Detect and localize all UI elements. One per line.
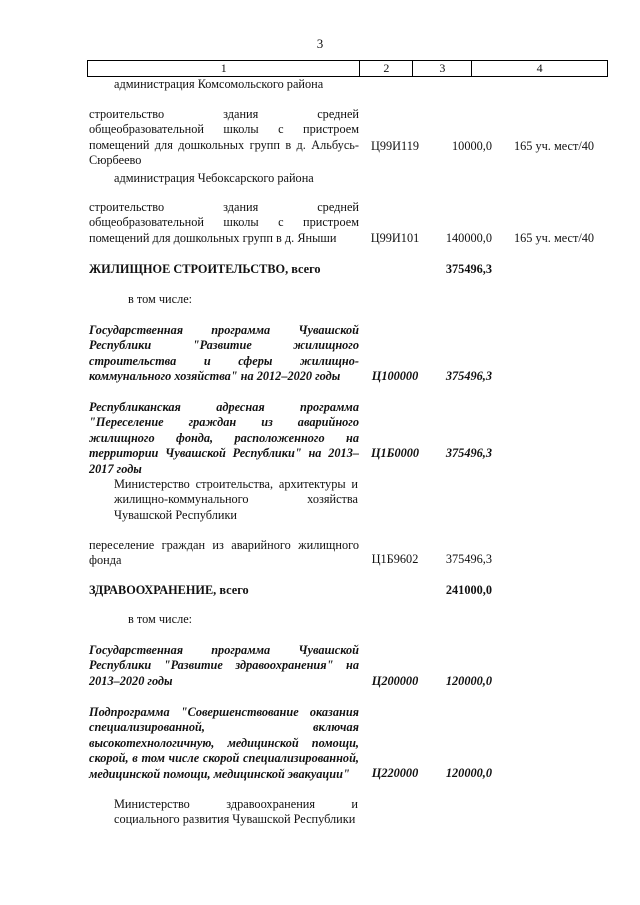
program-code: Ц100000 <box>371 369 419 383</box>
program-amount: 375496,3 <box>445 369 492 383</box>
program-code: Ц1Б0000 <box>370 446 420 460</box>
program-title: Государственная программа Чувашской Республики "Развитие здравоохранения" на 2013–2020 годы <box>89 643 359 688</box>
program-title: Республиканская адресная программа "Переселение граждан из аварийного жилищного фонда, расположенного на территории Чувашской Республики" на 2013–2017 годы <box>89 400 359 476</box>
item-code: Ц99И101 <box>370 231 420 245</box>
organization-label: Министерство строительства, архитектуры и жилищно-коммунального хозяйства Чувашской Республики <box>114 477 358 522</box>
program-title: Государственная программа Чувашской Республики "Развитие жилищного строительства и сферы жилищно-коммунального хозяйства" на 2012–2020 годы <box>89 323 359 384</box>
organization-label: администрация Чебоксарского района <box>114 171 314 185</box>
program-amount: 375496,3 <box>445 446 492 460</box>
column-header-4: 4 <box>536 61 543 75</box>
section-total: 241000,0 <box>445 583 492 597</box>
column-header-3: 3 <box>413 61 472 76</box>
subprogram-title: Подпрограмма "Совершенствование оказания специализированной, включая высокотехнологичную, медицинской помощи, скорой, в том числе скорой специализированной, медицинской помощи, медицинской эвакуации" <box>89 705 359 781</box>
item-description: строительство здания средней общеобразовательной школы с пристроем помещений для дошкольных групп в д. Яныши <box>89 200 359 245</box>
including-label: в том числе: <box>128 292 193 306</box>
including-label: в том числе: <box>128 612 193 626</box>
item-capacity: 165 уч. мест/40 <box>513 231 595 245</box>
item-amount: 10000,0 <box>452 139 492 153</box>
item-description: переселение граждан из аварийного жилищного фонда <box>89 538 359 568</box>
page-number: 3 <box>316 36 324 51</box>
item-description: строительство здания средней общеобразовательной школы с пристроем помещений для дошкольных групп в д. Альбусь-Сюрбеево <box>89 107 359 168</box>
table-header <box>87 60 608 77</box>
item-code: Ц99И119 <box>370 139 420 153</box>
item-amount: 375496,3 <box>445 552 492 566</box>
organization-label: Министерство здравоохранения и социального развития Чувашской Республики <box>114 797 358 827</box>
program-amount: 120000,0 <box>445 674 492 688</box>
section-heading: ЗДРАВООХРАНЕНИЕ, всего <box>89 583 249 597</box>
subprogram-amount: 120000,0 <box>445 766 492 780</box>
organization-label: администрация Комсомольского района <box>114 77 324 91</box>
section-heading: ЖИЛИЩНОЕ СТРОИТЕЛЬСТВО, всего <box>89 262 321 276</box>
subprogram-code: Ц220000 <box>371 766 419 780</box>
item-capacity: 165 уч. мест/40 <box>513 139 595 153</box>
item-amount: 140000,0 <box>445 231 492 245</box>
column-header-2: 2 <box>360 61 413 76</box>
column-header-1: 1 <box>88 61 360 76</box>
item-code: Ц1Б9602 <box>371 552 419 566</box>
program-code: Ц200000 <box>371 674 419 688</box>
section-total: 375496,3 <box>445 262 492 276</box>
